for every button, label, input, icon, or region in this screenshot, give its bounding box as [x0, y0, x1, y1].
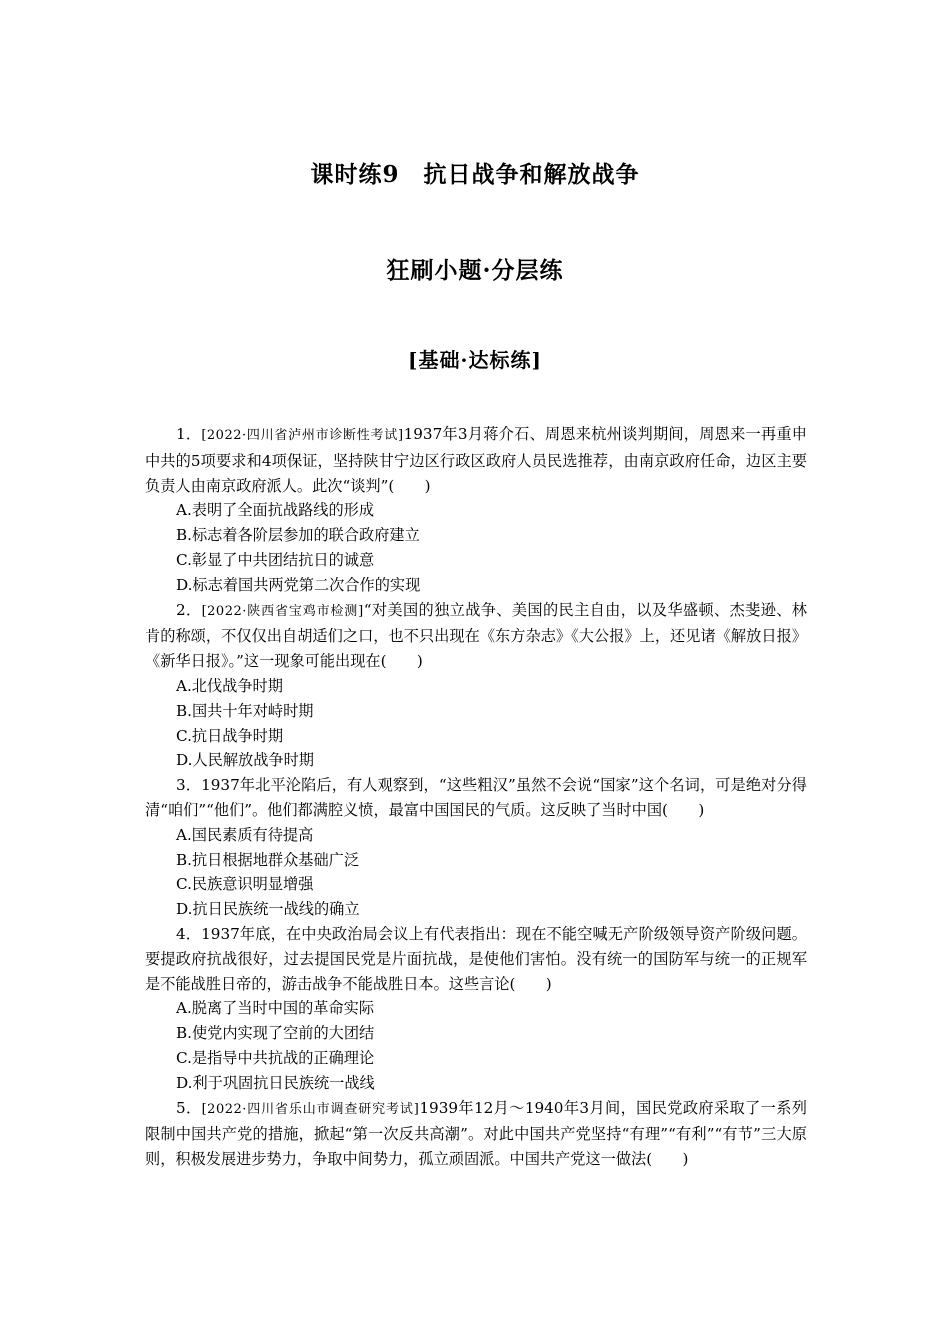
question-number: 2．	[176, 600, 202, 619]
page-subtitle: 狂刷小题·分层练	[386, 257, 564, 284]
option-b: B.国共十年对峙时期	[176, 701, 314, 720]
question-4	[145, 922, 807, 996]
option-a: A.表明了全面抗战路线的形成	[176, 501, 375, 520]
option-c: C.抗日战争时期	[176, 726, 284, 745]
question-source: [2022·四川省乐山市调查研究考试]	[201, 1101, 420, 1117]
question-source: [2022·陕西省宝鸡市检测]	[201, 603, 364, 619]
question-3	[145, 773, 807, 823]
option-a: A.国民素质有待提高	[176, 825, 314, 844]
question-2	[145, 598, 807, 674]
option-b: B.标志着各阶层参加的联合政府建立	[176, 526, 420, 545]
option-b: B.抗日根据地群众基础广泛	[176, 850, 360, 869]
option-d: D.人民解放战争时期	[176, 751, 314, 770]
page-title: 课时练9 抗日战争和解放战争	[310, 161, 640, 188]
question-1	[145, 422, 807, 498]
question-stem: 1939年12月～1940年3月间，国民党政府采取了一系列限制中国共产党的措施，掀起“第一次反共高潮”。对此中国共产党坚持“有理”“有利”“有节”三大原则，积极发展进步势力，争取中间势力，孤立顽固派。中国共产党这一做法( )	[145, 1098, 807, 1169]
option-d: D.抗日民族统一战线的确立	[176, 900, 360, 919]
section-heading: [基础·达标练]	[408, 348, 542, 372]
question-number: 4．	[176, 924, 202, 943]
option-a: A.脱离了当时中国的革命实际	[176, 999, 375, 1018]
question-stem: 1937年北平沦陷后，有人观察到，“这些粗汉”虽然不会说“国家”这个名词，可是绝对分得清“咱们”“他们”。他们都满腔义愤，最富中国国民的气质。这反映了当时中国( )	[145, 776, 807, 819]
question-stem: “对美国的独立战争、美国的民主自由，以及华盛顿、杰斐逊、林肯的称颂，不仅仅出自胡适们之口，也不只出现在《东方杂志》《大公报》上，还见诸《解放日报》《新华日报》。”这一现象可能出现在( )	[145, 600, 807, 671]
question-number: 1．	[176, 425, 202, 443]
question-number: 3．	[176, 776, 202, 795]
question-source: [2022·四川省泸州市诊断性考试]	[201, 428, 404, 443]
question-5	[145, 1096, 807, 1172]
option-a: A.北伐战争时期	[176, 676, 283, 695]
option-c: C.彰显了中共团结抗日的诚意	[176, 550, 375, 569]
question-stem: 1937年底，在中央政治局会议上有代表指出：现在不能空喊无产阶级领导资产阶级问题。要提政府抗战很好，过去提国民党是片面抗战，是使他们害怕。没有统一的国防军与统一的正规军是不能战胜日帝的，游击战争不能战胜日本。这些言论( )	[145, 924, 807, 993]
question-list	[145, 422, 807, 1172]
option-b: B.使党内实现了空前的大团结	[176, 1024, 375, 1043]
option-c: C.是指导中共抗战的正确理论	[176, 1048, 375, 1067]
option-c: C.民族意识明显增强	[176, 875, 314, 894]
option-d: D.利于巩固抗日民族统一战线	[176, 1073, 375, 1092]
option-d: D.标志着国共两党第二次合作的实现	[176, 575, 421, 594]
question-stem: 1937年3月蒋介石、周恩来杭州谈判期间，周恩来一再重申中共的5项要求和4项保证，坚持陕甘宁边区行政区政府人员民选推荐，由南京政府任命，边区主要负责人由南京政府派人。此次“谈判”( )	[145, 425, 807, 495]
question-number: 5．	[176, 1098, 202, 1117]
